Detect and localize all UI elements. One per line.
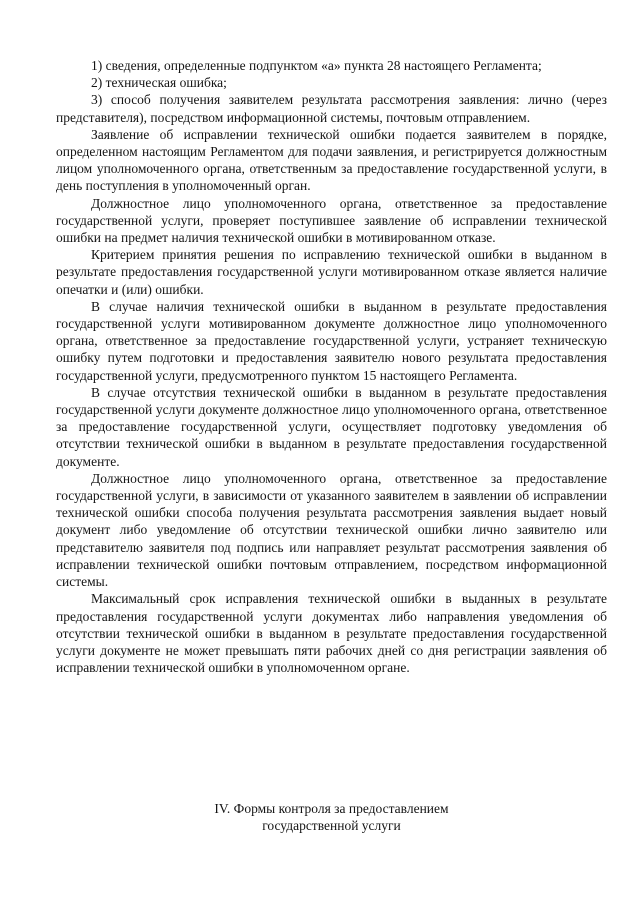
section-heading xyxy=(56,800,607,834)
paragraph-decision-criterion: Критерием принятия решения по исправлению технической ошибки в выданном в результате предоставления государственной услуги мотивированном отказе является наличие опечатки и (или) ошибки. xyxy=(56,247,607,297)
document-body xyxy=(56,57,607,676)
paragraph-item-2: 2) техническая ошибка; xyxy=(91,75,227,91)
paragraph-item-1: 1) сведения, определенные подпунктом «а» пункта 28 настоящего Регламента; xyxy=(91,58,542,73)
paragraph-error-present: В случае наличия технической ошибки в выданном в результате предоставления государственной услуги мотивированном документе должностное лицо уполномоченного органа, ответственное за предоставление государственной услуги, устраняет техническую ошибку путем подготовки и предоставления заявителю нового результата предоставления государственной услуги, предусмотренного пунктом 15 настоящего Регламента. xyxy=(56,298,607,383)
paragraph-error-absent: В случае отсутствия технической ошибки в выданном в результате предоставления государственной услуги документе должностное лицо уполномоченного органа, ответственное за предоставление государственной услуги, осуществляет подготовку уведомления об отсутствии технической ошибки в выданном в результате предоставления государственной документе. xyxy=(56,384,607,469)
paragraph-application-submission: Заявление об исправлении технической ошибки подается заявителем в порядке, определенном настоящим Регламентом для подачи заявления, и регистрируется должностным лицом уполномоченного органа, ответственным за предоставление государственной услуги, в день поступления в уполномоченный орган. xyxy=(56,126,607,194)
section-heading-line-2: государственной услуги xyxy=(262,818,401,834)
paragraph-result-delivery: Должностное лицо уполномоченного органа, ответственное за предоставление государственной услуги, в зависимости от указанного заявителем в заявлении об исправлении технической ошибки способа получения результата рассмотрения заявления выдает новый документ либо уведомление об отсутствии технической ошибки лично заявителю или представителю заявителя под подпись или направляет результат рассмотрения заявления об исправлении технической ошибки почтовым отправлением, посредством информационной системы. xyxy=(56,470,607,590)
paragraph-application-check: Должностное лицо уполномоченного органа, ответственное за предоставление государственной услуги, проверяет поступившее заявление об исправлении технической ошибки на предмет наличия технической ошибки в мотивированном отказе. xyxy=(56,195,607,246)
paragraph-max-term: Максимальный срок исправления технической ошибки в выданных в результате предоставления государственной услуги документах либо направления уведомления об отсутствии технической ошибки в выданном в результате предоставления государственной услуги документе не может превышать пяти рабочих дней со дня регистрации заявления об исправлении технической ошибки в уполномоченном органе. xyxy=(56,591,607,676)
section-heading-line-1: IV. Формы контроля за предоставлением xyxy=(214,801,449,816)
paragraph-item-3: 3) способ получения заявителем результата рассмотрения заявления: лично (через представителя), посредством информационной системы, почтовым отправлением. xyxy=(56,92,607,125)
